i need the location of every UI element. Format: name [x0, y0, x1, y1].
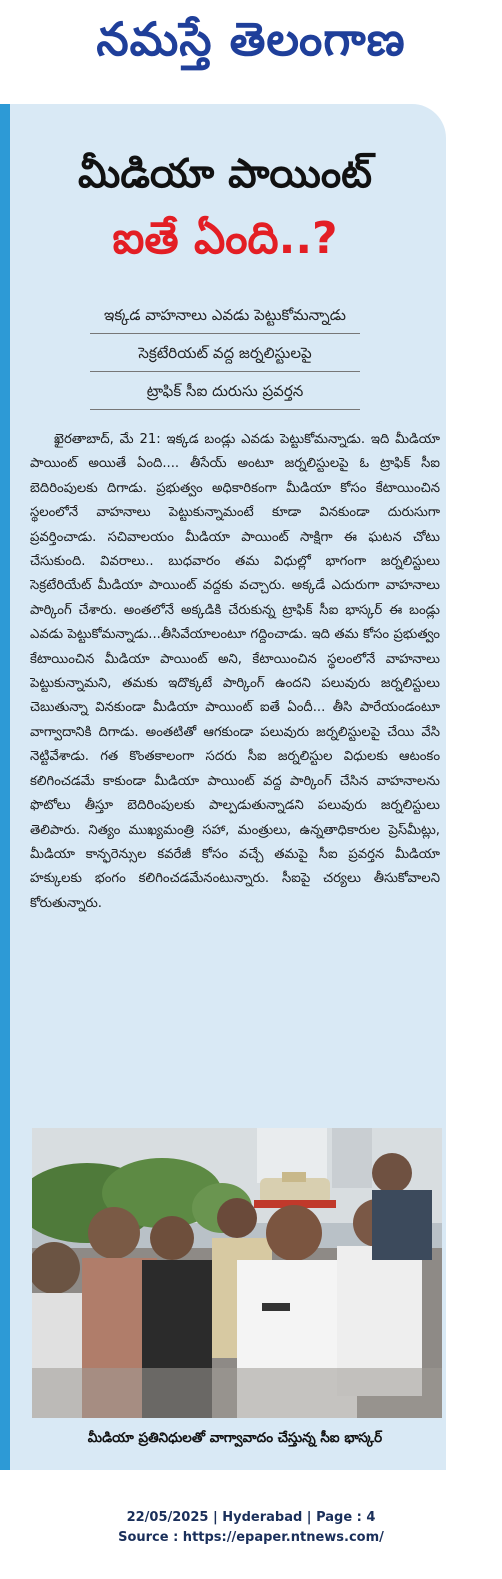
deck-divider: [90, 371, 360, 372]
news-photo-illustration: [32, 1128, 442, 1418]
footer-dateline: 22/05/2025 | Hyderabad | Page : 4: [126, 1510, 376, 1525]
headline-line-1: మీడియా పాయింట్: [78, 151, 372, 197]
footer-source: Source : https://epaper.ntnews.com/: [118, 1530, 384, 1545]
news-photo: [32, 1128, 442, 1418]
clipping-accent-bar: [0, 104, 10, 1470]
masthead: [0, 0, 502, 90]
deck-line-3: ట్రాఫిక్ సీఐ దురుసు ప్రవర్తన: [146, 382, 304, 400]
deck-line-1: ఇక్కడ వాహనాలు ఎవడు పెట్టుకోమన్నాడు: [103, 306, 346, 324]
headline-line-2: ఐతే ఏంది..?: [112, 213, 338, 264]
newspaper-logo: నమస్తే తెలంగాణ: [96, 12, 406, 66]
deck-line-2: సెక్రటేరియట్ వద్ద జర్నలిస్టులపై: [138, 344, 312, 362]
article-body: ఖైరతాబాద్, మే 21: ఇక్కడ బండ్లు ఎవడు పెట్టుకోమన్నాడు. ఇది మీడియా పాయింట్ అయితే ఏంది.... తీసేయ్ అంటూ జర్నలిస్టులపై ఓ ట్రాఫిక్ సీఐ బెదిరింపులకు దిగాడు. ప్రభుత్వం అధికారికంగా మీడియా కోసం కేటాయించిన స్థలంలోనే వాహనాలు పెట్టుకున్నామంటే కూడా వినకుండా దురుసుగా ప్రవర్తించాడు. సచివాలయం మీడియా పాయింట్ సాక్షిగా ఈ ఘటన చోటు చేసుకుంది. వివరాలు.. బుధవారం తమ విధుల్లో భాగంగా జర్నలిస్టులు సెక్రటేరియేట్ మీడియా పాయింట్ వద్దకు వచ్చారు. అక్కడే ఎదురుగా వాహనాలు పార్కింగ్ చేశారు. అంతలోనే అక్కడికి చేరుకున్న ట్రాఫిక్ సీఐ భాస్కర్ ఈ బండ్లు ఎవడు పెట్టుకోమన్నాడు...తీసివేయాలంటూ గద్దించాడు. ఇది తమ కోసం ప్రభుత్వం కేటాయించిన మీడియా పాయింట్ అని, కేటాయించిన స్థలంలోనే వాహనాలు పెట్టుకున్నామని, తమకు ఇదొక్కటే పార్కింగ్ ఉందని పలువురు జర్నలిస్టులు చెబుతున్నా వినకుండా మీడియా పాయింట్ ఐతే ఏందీ... తీసి పారేయండంటూ వాగ్వాదానికి దిగాడు. అంతటితో ఆగకుండా పలువురు జర్నలిస్టులపై చేయి వేసి నెట్టివేశాడు. గత కొంతకాలంగా సదరు సీఐ జర్నలిస్టుల విధులకు ఆటంకం కలిగించడమే కాకుండా మీడియా పాయింట్ వద్ద పార్కింగ్ చేసిన వాహనాలను ఫొటోలు తీస్తూ బెదిరింపులకు పాల్పడుతున్నాడని పలువురు జర్నలిస్టులు తెలిపారు. నిత్యం ముఖ్యమంత్రి సహా, మంత్రులు, ఉన్నతాధికారుల ప్రెస్‌మీట్లు, మీడియా కాన్ఫరెన్సుల కవరేజీ కోసం వచ్చే తమపై సీఐ ప్రవర్తన మీడియా హక్కులకు భంగం కలిగించడమేనంటున్నారు. సీఐపై చర్యలు తీసుకోవాలని కోరుతున్నారు.: [30, 432, 440, 911]
deck-divider: [90, 333, 360, 334]
photo-caption: మీడియా ప్రతినిధులతో వాగ్వావాదం చేస్తున్న సీఐ భాస్కర్: [87, 1430, 383, 1446]
deck-divider: [90, 409, 360, 410]
